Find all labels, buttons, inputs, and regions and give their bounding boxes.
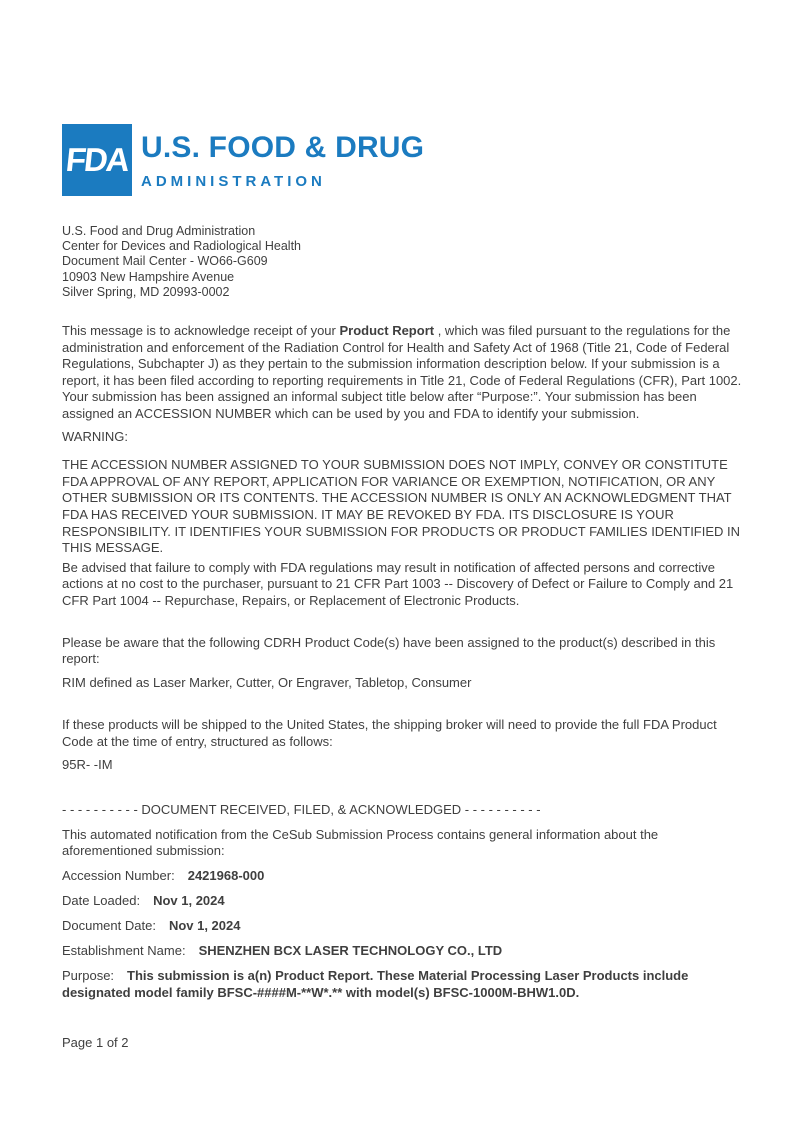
page-indicator: Page 1 of 2 [62, 1035, 129, 1051]
establishment-name-label: Establishment Name: [62, 943, 186, 959]
fda-brand-text [141, 124, 424, 190]
fda-product-code: 95R- -IM [62, 757, 113, 773]
document-date-value: Nov 1, 2024 [168, 918, 241, 934]
address-block [62, 224, 742, 300]
fda-title: U.S. FOOD & DRUG [141, 131, 425, 164]
acknowledgment-paragraph [62, 323, 742, 423]
automated-notification-note: This automated notification from the CeSub Submission Process contains general information about the aforementioned submission: [62, 826, 659, 859]
fda-logo-text: FDA [64, 141, 130, 178]
accession-number-value: 2421968-000 [187, 868, 265, 884]
warning-label: WARNING: [62, 428, 128, 444]
address-line: 10903 New Hampshire Avenue [62, 269, 235, 284]
acknowledgment-text-after: , which was filed pursuant to the regulations for the administration and enforcement of the Radiation Control for Health and Safety Act of 1968 (Title 21, Code of Federal Regulations, Subchapter J) as they pertain to the submission information description below. If your submission is a report, it has been filed according to reporting requirements in Title 21, Code of Federal Regulations (CFR), Part 1002. Your submission has been assigned an informal subject title below after “Purpose:”. Your submission has been assigned an ACCESSION NUMBER which can be used by you and FDA to identify your submission. [62, 323, 742, 421]
document-received-divider: - - - - - - - - - - DOCUMENT RECEIVED, FILED, & ACKNOWLEDGED - - - - - - - - - - [62, 802, 541, 818]
be-advised-paragraph: Be advised that failure to comply with FDA regulations may result in notification of affected persons and corrective actions at no cost to the purchaser, pursuant to 21 CFR Part 1003 -- Discovery of Defect or Failure to Comply and 21 CFR Part 1004 -- Repurchase, Repairs, or Replacement of Electronic Products. [62, 559, 734, 608]
document-date-row [62, 918, 742, 935]
purpose-label: Purpose: [62, 968, 115, 984]
shipping-note: If these products will be shipped to the United States, the shipping broker will need to provide the full FDA Product Code at the time of entry, structured as follows: [62, 717, 717, 749]
address-line: Document Mail Center - WO66-G609 [62, 254, 268, 269]
accession-number-row [62, 868, 742, 885]
warning-paragraph: THE ACCESSION NUMBER ASSIGNED TO YOUR SUBMISSION DOES NOT IMPLY, CONVEY OR CONSTITUTE FDA APPROVAL OF ANY REPORT, APPLICATION FOR VARIANCE OR EXEMPTION, NOTIFICATION, OR ANY OTHER SUBMISSION OR ITS CONTENTS. THE ACCESSION NUMBER IS ONLY AN ACKNOWLEDGMENT THAT FDA HAS RECEIVED YOUR SUBMISSION. IT MAY BE REVOKED BY FDA. ITS DISCLOSURE IS YOUR RESPONSIBILITY. IT IDENTIFIES YOUR SUBMISSION FOR PRODUCTS OR PRODUCT FAMILIES IDENTIFIED IN THIS MESSAGE. [62, 457, 741, 556]
document-date-label: Document Date: [62, 918, 156, 934]
fda-logo-icon [62, 124, 132, 196]
accession-number-label: Accession Number: [62, 868, 175, 884]
date-loaded-label: Date Loaded: [62, 893, 141, 909]
cdrh-product-code-intro: Please be aware that the following CDRH Product Code(s) have been assigned to the product(s) described in this report: [62, 634, 716, 667]
date-loaded-value: Nov 1, 2024 [153, 893, 225, 909]
address-line: Silver Spring, MD 20993-0002 [62, 284, 230, 299]
fda-letterhead [62, 0, 742, 196]
establishment-name-value: SHENZHEN BCX LASER TECHNOLOGY CO., LTD [198, 943, 503, 959]
letter-body [62, 323, 742, 1052]
date-loaded-row [62, 893, 742, 910]
establishment-name-row [62, 943, 742, 960]
acknowledgment-text-before: This message is to acknowledge receipt of your [62, 323, 340, 339]
address-line: U.S. Food and Drug Administration [62, 224, 256, 238]
report-type-bold: Product Report [339, 323, 435, 339]
product-code-definition: RIM defined as Laser Marker, Cutter, Or Engraver, Tabletop, Consumer [62, 674, 472, 690]
address-line: Center for Devices and Radiological Health [62, 239, 302, 254]
fda-subtitle: ADMINISTRATION [141, 173, 326, 190]
purpose-row [62, 968, 742, 1001]
purpose-value: This submission is a(n) Product Report. These Material Processing Laser Products include designated model family BFSC-####M-**W*.** with model(s) BFSC-1000M-BHW1.0D. [62, 968, 689, 1000]
